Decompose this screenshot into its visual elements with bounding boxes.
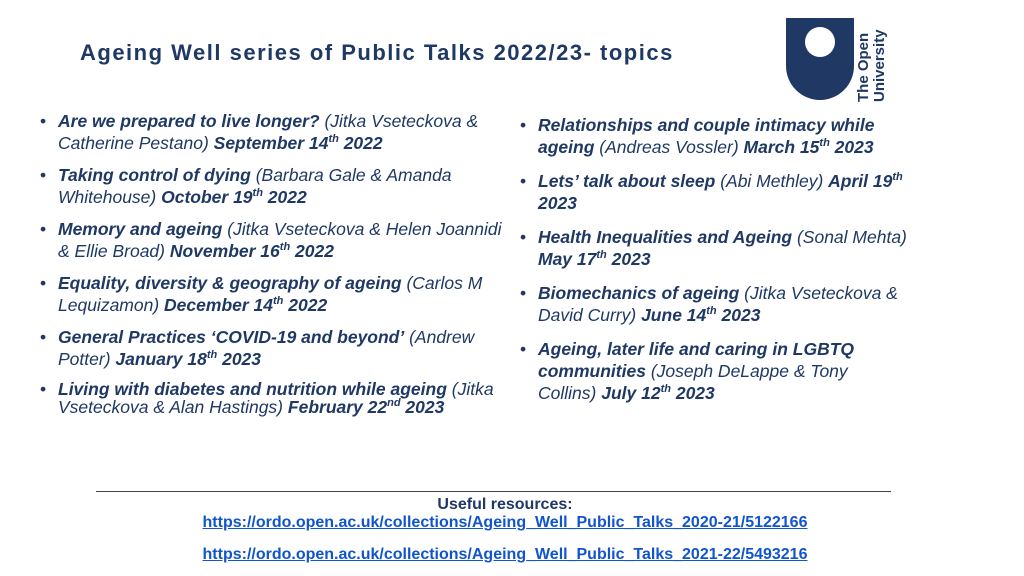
- talk-item: [520, 282, 910, 326]
- talk-speaker: (Barbara Gale & Amanda Whitehouse): [58, 165, 452, 207]
- talk-date: October 19th 2022: [161, 187, 307, 207]
- resource-link-2021-22[interactable]: https://ordo.open.ac.uk/collections/Ageing_Well_Public_Talks_2021-22/5493216: [202, 546, 808, 563]
- resources-label: Useful resources:: [437, 496, 573, 513]
- talk-item: [40, 380, 510, 416]
- talk-date: September 14th 2022: [213, 133, 383, 153]
- talk-item: [520, 338, 910, 404]
- talk-date: February 22nd 2023: [287, 397, 445, 417]
- talk-date: June 14th 2023: [641, 305, 761, 325]
- talk-topic: Ageing, later life and caring in LGBTQ communities: [538, 339, 855, 381]
- logo-text: [856, 29, 888, 102]
- talk-item: [40, 326, 510, 370]
- talk-date: January 18th 2023: [115, 349, 262, 369]
- talk-topic: Memory and ageing: [58, 219, 223, 239]
- talk-topic: Living with diabetes and nutrition while ageing: [58, 379, 447, 399]
- talk-speaker: (Andrew Potter): [58, 327, 475, 369]
- talk-topic: Are we prepared to live longer?: [58, 111, 320, 131]
- logo-line-2: University: [871, 29, 888, 102]
- divider: [96, 491, 891, 492]
- talk-item: [520, 114, 910, 158]
- talk-speaker: (Joseph DeLappe & Tony Collins): [538, 361, 848, 403]
- talk-speaker: (Jitka Vseteckova & Helen Joannidi & Ellie Broad): [58, 219, 502, 261]
- talk-speaker: (Abi Methley): [715, 171, 829, 191]
- talk-topic: Taking control of dying: [58, 165, 251, 185]
- talk-date: December 14th 2022: [164, 295, 328, 315]
- talk-speaker: (Jitka Vseteckova & David Curry): [538, 283, 898, 325]
- talk-topic: Relationships and couple intimacy while ageing: [538, 115, 875, 157]
- talk-topic: General Practices ‘COVID-19 and beyond’: [58, 327, 405, 347]
- talk-date: April 19th 2023: [538, 171, 903, 213]
- bullet: •: [40, 165, 47, 185]
- talk-item: [40, 272, 510, 316]
- talk-speaker: (Sonal Mehta): [792, 227, 907, 247]
- talk-topic: Biomechanics of ageing: [538, 283, 740, 303]
- bullet: •: [520, 115, 527, 135]
- talks-list-left: [40, 110, 510, 426]
- bullet: •: [520, 283, 527, 303]
- talk-date: May 17th 2023: [538, 249, 651, 269]
- open-university-logo: [786, 18, 906, 104]
- talks-list-right: [520, 114, 910, 416]
- bullet: •: [520, 171, 527, 191]
- ou-shield-icon: [786, 18, 854, 100]
- bullet: •: [520, 339, 527, 359]
- bullet: •: [40, 111, 47, 131]
- bullet: •: [40, 273, 47, 293]
- bullet: •: [40, 327, 47, 347]
- talk-item: [520, 226, 910, 270]
- talk-topic: Lets’ talk about sleep: [538, 171, 716, 191]
- logo-line-1: The Open: [855, 32, 872, 102]
- talk-date: November 16th 2022: [169, 241, 334, 261]
- talk-item: [40, 218, 510, 262]
- bullet: •: [40, 219, 47, 239]
- talk-speaker: (Jitka Vseteckova & Catherine Pestano): [58, 111, 479, 153]
- page-title: Ageing Well series of Public Talks 2022/23- topics: [80, 40, 674, 65]
- resource-link-2020-21[interactable]: https://ordo.open.ac.uk/collections/Ageing_Well_Public_Talks_2020-21/5122166: [202, 514, 808, 531]
- talk-topic: Health Inequalities and Ageing: [538, 227, 793, 247]
- talk-item: [520, 170, 910, 214]
- talk-date: March 15th 2023: [743, 137, 874, 157]
- talk-speaker: (Andreas Vossler): [594, 137, 744, 157]
- talk-item: [40, 110, 510, 154]
- bullet: •: [40, 379, 47, 399]
- talk-item: [40, 164, 510, 208]
- talk-topic: Equality, diversity & geography of ageing: [58, 273, 402, 293]
- talk-speaker: (Carlos M Lequizamon): [58, 273, 483, 315]
- talk-speaker: (Jitka Vseteckova & Alan Hastings): [58, 379, 494, 417]
- talk-date: July 12th 2023: [601, 383, 715, 403]
- bullet: •: [520, 227, 527, 247]
